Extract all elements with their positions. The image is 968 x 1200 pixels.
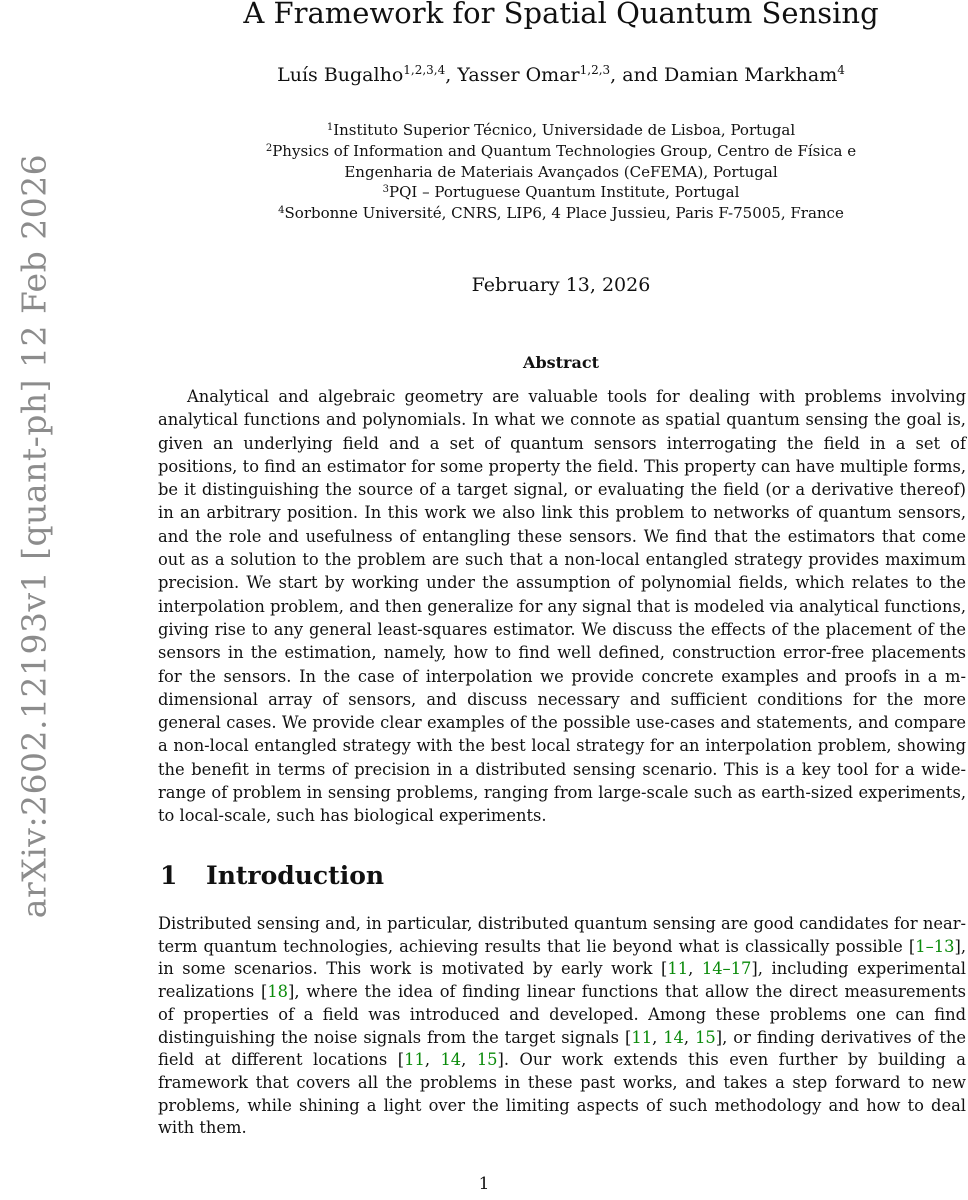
author-name: Luís Bugalho [277, 64, 404, 86]
citation-link[interactable]: 15 [695, 1027, 716, 1047]
affiliation-item [160, 182, 962, 203]
intro-text: , [461, 1050, 477, 1070]
author-separator: , [445, 64, 458, 86]
author-name: Damian Markham [664, 64, 838, 86]
affiliation-number: 2 [265, 142, 273, 154]
intro-text: , [652, 1027, 664, 1047]
author-list [160, 64, 962, 86]
intro-text: ], in some scenarios. This work is motivated by early work [ [158, 936, 966, 979]
intro-text: Distributed sensing and, in particular, distributed quantum sensing are good candidates for near-term quantum technologies, achieving results that lie beyond what is classically possible [ [158, 914, 966, 956]
affiliation-number: 1 [326, 122, 334, 133]
intro-text: , [424, 1050, 441, 1070]
citation-link[interactable]: 11 [404, 1050, 425, 1070]
intro-text: , [683, 1027, 696, 1047]
author-affiliation-marks: 1,2,3 [579, 63, 611, 77]
section-heading [160, 861, 384, 890]
affiliation-text: Physics of Information and Quantum Technologies Group, Centro de Física e Engenharia de Materiais Avançados (CeFEMA), Portugal [272, 141, 857, 181]
citation-link[interactable]: 1–13 [915, 936, 955, 956]
affiliation-item [261, 141, 861, 183]
abstract-heading: Abstract [523, 353, 599, 372]
intro-text: ], or finding derivatives of the field at different locations [ [158, 1027, 966, 1070]
affiliation-list [160, 120, 962, 224]
arxiv-identifier-stamp: arXiv:2602.12193v1 [quant-ph] 12 Feb 2026 [14, 153, 54, 919]
affiliation-text: PQI – Portuguese Quantum Institute, Portugal [388, 183, 740, 202]
citation-link[interactable]: 14–17 [701, 959, 752, 979]
abstract-text: Analytical and algebraic geometry are valuable tools for dealing with problems involving analytical functions and polynomials. In what we connote as spatial quantum sensing the goal is, given an underlying field and a set of quantum sensors interrogating the field in a set of positions, to find an estimator for some property the field. This property can have multiple forms, be it distinguishing the source of a target signal, or evaluating the field (or a derivative thereof) in an arbitrary position. In this work we also link this problem to networks of quantum sensors, and the role and usefulness of entangling these sensors. We find that the estimators that come out as a solution to the problem are such that a non-local entangled strategy provides maximum precision. We start by working under the assumption of polynomial fields, which relates to the interpolation problem, and then generalize for any signal that is modeled via analytical functions, giving rise to any general least-squares estimator. We discuss the effects of the placement of the sensors in the estimation, namely, how to find well defined, construction error-free placements for the sensors. In the case of interpolation we provide concrete examples and proofs in a m-dimensional array of sensors, and discuss necessary and sufficient conditions for the more general cases. We provide clear examples of the possible use-cases and statements, and compare a non-local entangled strategy with the best local strategy for an interpolation problem, showing the benefit in terms of precision in a distributed sensing scenario. This is a key tool for a wide-range of problem in sensing problems, ranging from large-scale such as earth-sized experiments, to local-scale, such has biological experiments. [158, 387, 966, 826]
author-affiliation-marks: 1,2,3,4 [403, 63, 446, 77]
paper-title: A Framework for Spatial Quantum Sensing [243, 0, 879, 30]
citation-link[interactable]: 14 [440, 1050, 462, 1070]
citation-link[interactable]: 18 [267, 982, 289, 1002]
affiliation-number: 4 [278, 205, 285, 217]
affiliation-number: 3 [382, 184, 389, 196]
affiliation-item [160, 203, 962, 224]
citation-link[interactable]: 11 [631, 1027, 653, 1047]
intro-text: ], including experimental realizations [ [158, 959, 966, 1002]
introduction-paragraph [158, 913, 966, 1140]
affiliation-item [160, 120, 962, 141]
publication-date: February 13, 2026 [471, 274, 651, 296]
citation-link[interactable]: 11 [667, 959, 689, 979]
author-separator: , and [610, 64, 665, 86]
page-number: 1 [478, 1174, 490, 1194]
affiliation-text: Instituto Superior Técnico, Universidade de Lisboa, Portugal [333, 121, 796, 139]
section-number: 1 [160, 861, 178, 890]
author-name: Yasser Omar [457, 64, 580, 86]
intro-text: ]. Our work extends this even further by building a framework that covers all the problems in these past works, and takes a step forward to new problems, while shining a light over the limiting aspects of such methodology and how to deal with them. [158, 1050, 966, 1138]
author-affiliation-marks: 4 [837, 63, 845, 77]
section-title: Introduction [206, 861, 385, 890]
citation-link[interactable]: 15 [476, 1050, 498, 1070]
affiliation-text: Sorbonne Université, CNRS, LIP6, 4 Place Jussieu, Paris F-75005, France [284, 204, 844, 223]
intro-text: , [688, 959, 702, 979]
citation-link[interactable]: 14 [663, 1027, 684, 1047]
intro-text: ], where the idea of finding linear functions that allow the direct measurements of properties of a field was introduced and developed. Among these problems one can find distinguishing the noise signals from the target signals [ [158, 982, 966, 1047]
